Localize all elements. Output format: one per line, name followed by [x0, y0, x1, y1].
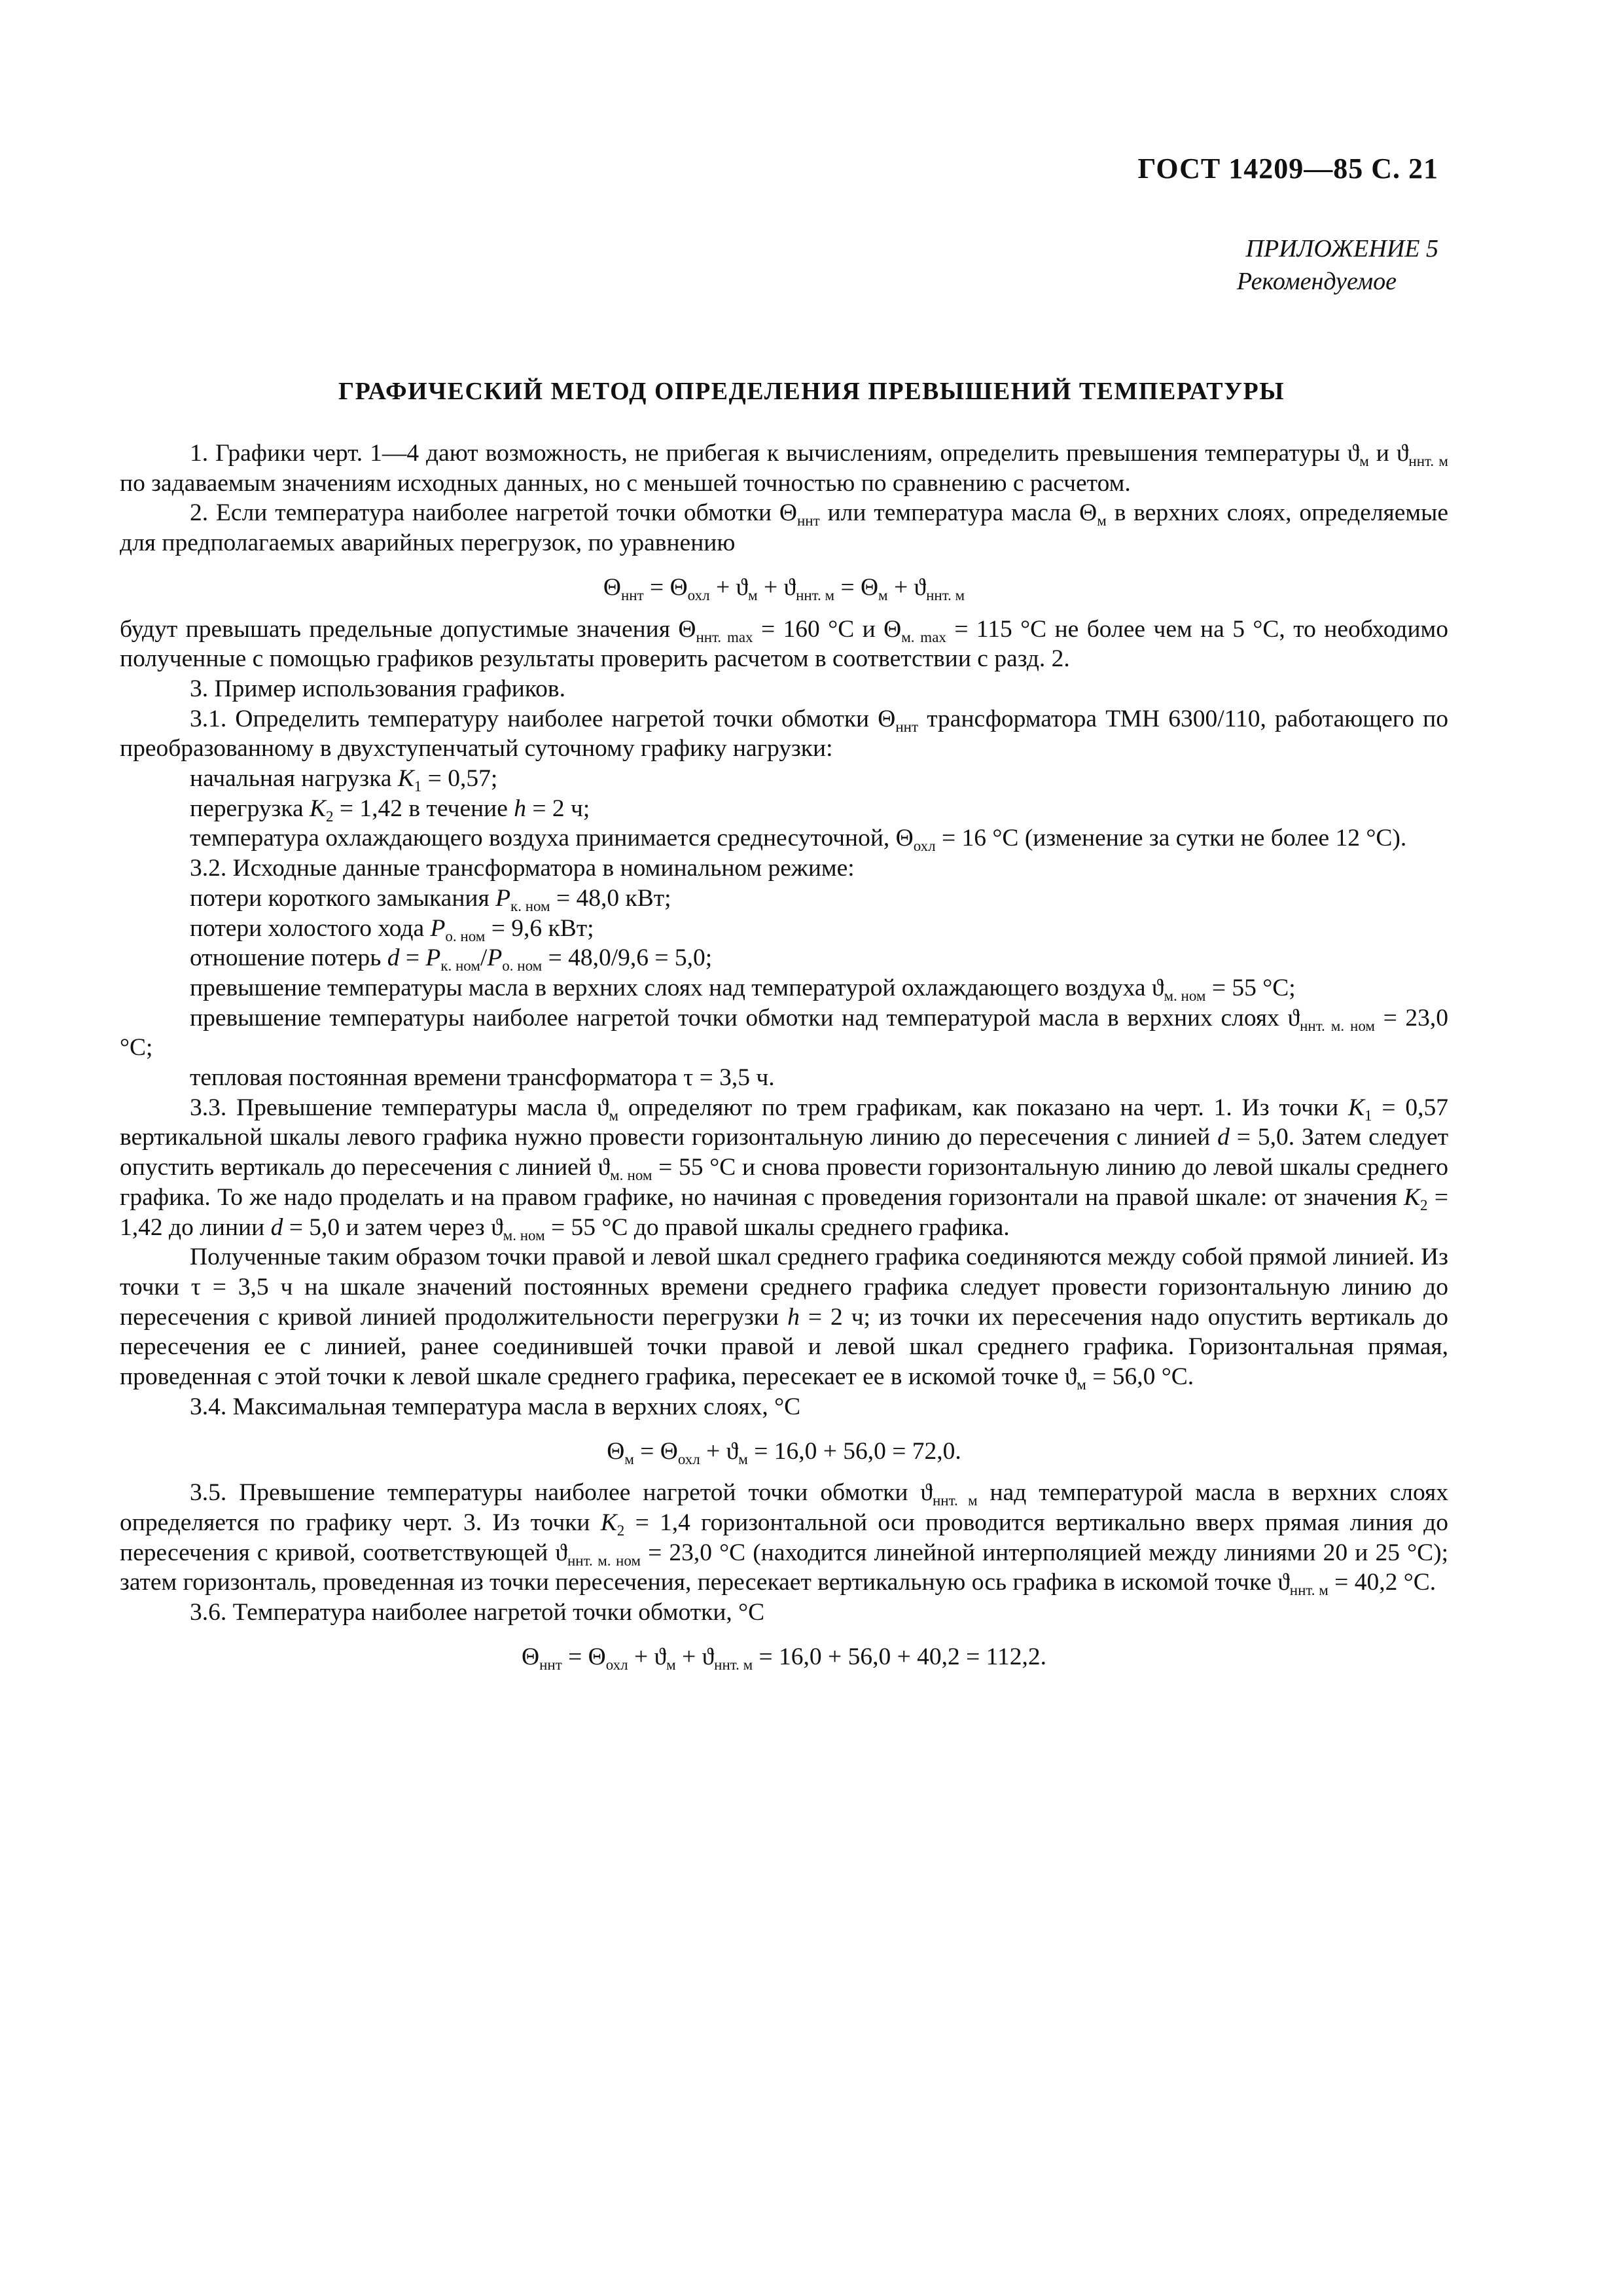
list-item-overload: перегрузка $K_2 = 1,42$ в течение h = 2 ч; [190, 795, 590, 825]
list-item-short-circuit-losses: потери короткого замыкания $P_{к. ном} = 48,0$ кВт; [190, 884, 671, 914]
paragraph-3-1: 3.1. Определить температуру наиболее нагретой точки обмотки $\Theta_{ннт}$ трансформатора ТМН 6300/110, работающего по преобразованному в двухступенчатый суточному графику нагрузки: [120, 705, 1448, 762]
paragraph-3-2: 3.2. Исходные данные трансформатора в номинальном режиме: [190, 855, 855, 882]
appendix-label: ПРИЛОЖЕНИЕ 5 [1245, 235, 1438, 262]
paragraph-2-continued: будут превышать предельные допустимые значения $\Theta_{ннт. max} = 160$ °С и $\Theta_{м. max} = 115$ °С не более чем на 5 °С, то необходимо полученные с помощью графиков результаты проверить расчетом в соответствии с разд. 2. [120, 615, 1449, 673]
paragraph-3: 3. Пример использования графиков. [190, 675, 565, 702]
paragraph-3-6: 3.6. Температура наиболее нагретой точки обмотки, °С [190, 1599, 765, 1626]
document-code: ГОСТ 14209—85 С. 21 [1137, 152, 1438, 185]
equation-3: $\Theta_{ннт} = \Theta_{охл} + ϑ_м + ϑ_{ннт. м} = 16,0 + 56,0 + 40,2 = 112,2$. [522, 1643, 1046, 1673]
equation-2: $\Theta_м = \Theta_{охл} + ϑ_м = 16,0 + 56,0 = 72,0$. [607, 1437, 961, 1467]
list-item-initial-load: начальная нагрузка $K_1 = 0,57$; [190, 765, 498, 795]
list-item-air-temperature: температура охлаждающего воздуха принимается среднесуточной, $\Theta_{охл} = 16$ °С (изменение за сутки не более 12 °С). [190, 825, 1407, 855]
equation-1: $\Theta_{ннт} = \Theta_{охл} + ϑ_м + ϑ_{ннт. м} = \Theta_м + ϑ_{ннт. м}$ [603, 573, 965, 603]
list-item-no-load-losses: потери холостого хода $P_{о. ном} = 9,6$ кВт; [190, 914, 594, 944]
paragraph-3-3: 3.3. Превышение температуры масла $ϑ_м$ определяют по трем графикам, как показано на черт. 1. Из точки $K_1 = 0,57$ вертикальной шкалы левого графика нужно провести горизонтальную линию до пересечения с линией d = 5,0. Затем следует опустить вертикаль до пересечения с линией $ϑ_{м. ном} = 55$ °С и снова провести горизонтальную линию до левой шкалы среднего графика. То же надо проделать и на правом графике, но начиная с проведения горизонтали на правой шкале: от значения $K_2 = 1,42$ до линии d = 5,0 и затем через $ϑ_{м. ном} = 55$ °С до правой шкалы среднего графика. [120, 1094, 1449, 1244]
document-body [120, 439, 1448, 1683]
list-item-time-constant: тепловая постоянная времени трансформатора τ = 3,5 ч. [190, 1064, 775, 1092]
list-item-hotspot-rise: превышение температуры наиболее нагретой точки обмотки над температурой масла в верхних слоях $ϑ_{ннт. м. ном} = 23,0$ °С; [120, 1004, 1449, 1062]
paragraph-3-4: 3.4. Максимальная температура масла в верхних слоях, °С [190, 1393, 801, 1420]
appendix-block [1237, 232, 1438, 298]
paragraph-3-3-continued: Полученные таким образом точки правой и левой шкал среднего графика соединяются между собой прямой линией. Из точки τ = 3,5 ч на шкале значений постоянных времени среднего графика следует провести горизонтальную линию до пересечения с кривой линией продолжительности перегрузки h = 2 ч; из точки их пересечения надо опустить вертикаль до пересечения ее с линией, ранее соединившей точки правой и левой шкал среднего графика. Горизонтальная прямая, проведенная с этой точки к левой шкале среднего графика, пересекает ее в искомой точке $ϑ_м = 56,0$ °С. [120, 1244, 1448, 1393]
list-item-oil-rise: превышение температуры масла в верхних слоях над температурой охлаждающего воздуха $ϑ_{м. ном} = 55$ °С; [190, 974, 1296, 1004]
appendix-status: Рекомендуемое [1236, 268, 1397, 295]
paragraph-2: 2. Если температура наиболее нагретой точки обмотки $\Theta_{ннт}$ или температура масла $\Theta_м$ в верхних слоях, определяемые для предполагаемых аварийных перегрузок, по уравнению [120, 499, 1448, 557]
section-title: ГРАФИЧЕСКИЙ МЕТОД ОПРЕДЕЛЕНИЯ ПРЕВЫШЕНИЙ ТЕМПЕРАТУРЫ [338, 378, 1285, 405]
paragraph-3-5: 3.5. Превышение температуры наиболее нагретой точки обмотки $ϑ_{ннт. м}$ над температурой масла в верхних слоях определяется по графику черт. 3. Из точки $K_2 = 1,4$ горизонтальной оси проводится вертикально вверх прямая линия до пересечения с кривой, соответствующей $ϑ_{ннт. м. ном} = 23,0$ °С (находится линейной интерполяцией между линиями 20 и 25 °С); затем горизонталь, проведенная из точки пересечения, пересекает вертикальную ось графика в искомой точке $ϑ_{ннт. м} = 40,2$ °С. [120, 1479, 1449, 1599]
list-item-loss-ratio: отношение потерь $d = P_{к. ном}/P_{о. ном} = 48,0/9,6 = 5,0$; [190, 944, 713, 975]
paragraph-1: 1. Графики черт. 1—4 дают возможность, не прибегая к вычислениям, определить превышения температуры $ϑ_м$ и $ϑ_{ннт. м}$ по задаваемым значениям исходных данных, но с меньшей точностью по сравнению с расчетом. [120, 440, 1448, 497]
